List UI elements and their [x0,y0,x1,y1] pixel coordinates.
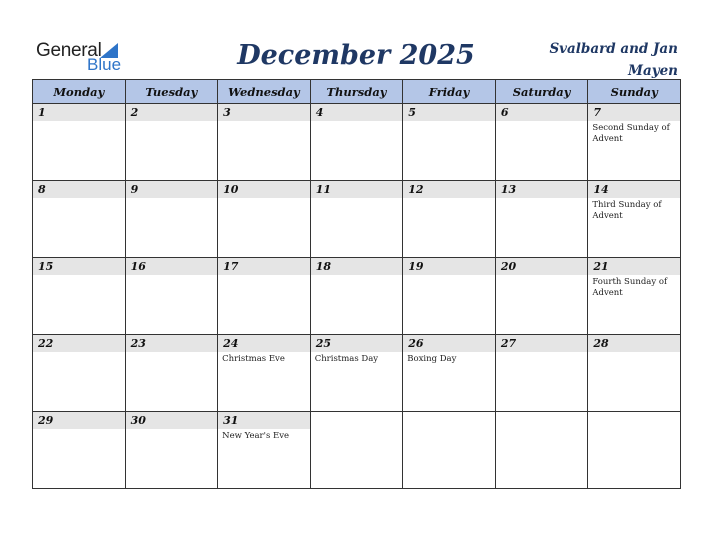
day-number: 7 [588,104,680,121]
day-cell [403,258,496,335]
day-cell [588,258,681,335]
day-number: 21 [588,258,680,275]
calendar-grid [32,79,681,489]
day-cell [33,258,126,335]
weekday-header: Saturday [495,80,588,104]
holiday-label: New Year's Eve [222,431,290,441]
day-number: 5 [403,104,495,121]
holiday-label: Third Sunday of Advent [592,200,662,221]
day-number: 25 [311,335,403,352]
day-cell [495,335,588,412]
weekday-header: Wednesday [218,80,311,104]
day-cell [33,412,126,489]
day-number: 19 [403,258,495,275]
day-cell [403,412,496,489]
week-row [33,104,681,181]
day-number: 20 [496,258,588,275]
day-cell [218,104,311,181]
day-number: 10 [218,181,310,198]
day-cell [310,335,403,412]
day-cell [310,412,403,489]
day-number: 2 [126,104,218,121]
day-number: 30 [126,412,218,429]
region-name: Svalbard and Jan Mayen [549,41,678,79]
day-cell [218,335,311,412]
weekday-header: Thursday [310,80,403,104]
day-cell [403,335,496,412]
week-row [33,335,681,412]
weekday-header: Sunday [588,80,681,104]
day-number: 11 [311,181,403,198]
day-cell [495,104,588,181]
day-number: 22 [33,335,125,352]
day-number: 24 [218,335,310,352]
day-number: 26 [403,335,495,352]
holiday-label: Fourth Sunday of Advent [592,277,668,298]
day-cell [495,181,588,258]
day-cell [403,181,496,258]
day-cell [218,412,311,489]
day-cell [125,181,218,258]
day-cell [33,181,126,258]
weekday-header: Tuesday [125,80,218,104]
logo-text-general: General [36,40,102,61]
day-number: 27 [496,335,588,352]
day-number: 9 [126,181,218,198]
day-cell [588,181,681,258]
holiday-label: Christmas Day [314,354,379,364]
day-number: 28 [588,335,680,352]
week-row [33,412,681,489]
day-number: 18 [311,258,403,275]
day-cell [310,258,403,335]
logo-text-blue: Blue [87,55,122,74]
day-cell [588,335,681,412]
day-number: 17 [218,258,310,275]
day-number: 12 [403,181,495,198]
day-number [588,412,680,429]
day-cell [495,412,588,489]
day-number: 6 [496,104,588,121]
weekday-header: Friday [403,80,496,104]
day-cell [218,181,311,258]
day-cell [33,335,126,412]
calendar-title: December 2025 [237,40,475,71]
day-cell [310,181,403,258]
day-number: 31 [218,412,310,429]
day-number: 16 [126,258,218,275]
day-number: 8 [33,181,125,198]
day-cell [125,412,218,489]
day-cell [125,104,218,181]
week-row [33,258,681,335]
day-number: 4 [311,104,403,121]
day-number [311,412,403,429]
day-cell [218,258,311,335]
day-number: 23 [126,335,218,352]
day-number: 1 [33,104,125,121]
weekday-header-row [33,80,681,104]
day-cell [403,104,496,181]
holiday-label: Second Sunday of Advent [592,123,670,144]
holiday-label: Boxing Day [407,354,457,364]
day-cell [125,258,218,335]
weekday-header: Monday [33,80,126,104]
day-number: 29 [33,412,125,429]
day-cell [588,412,681,489]
day-number [496,412,588,429]
day-number: 15 [33,258,125,275]
week-row [33,181,681,258]
day-number: 14 [588,181,680,198]
day-cell [310,104,403,181]
day-number: 13 [496,181,588,198]
holiday-label: Christmas Eve [222,354,285,364]
day-cell [495,258,588,335]
day-cell [125,335,218,412]
day-cell [33,104,126,181]
day-number: 3 [218,104,310,121]
day-cell [588,104,681,181]
day-number [403,412,495,429]
